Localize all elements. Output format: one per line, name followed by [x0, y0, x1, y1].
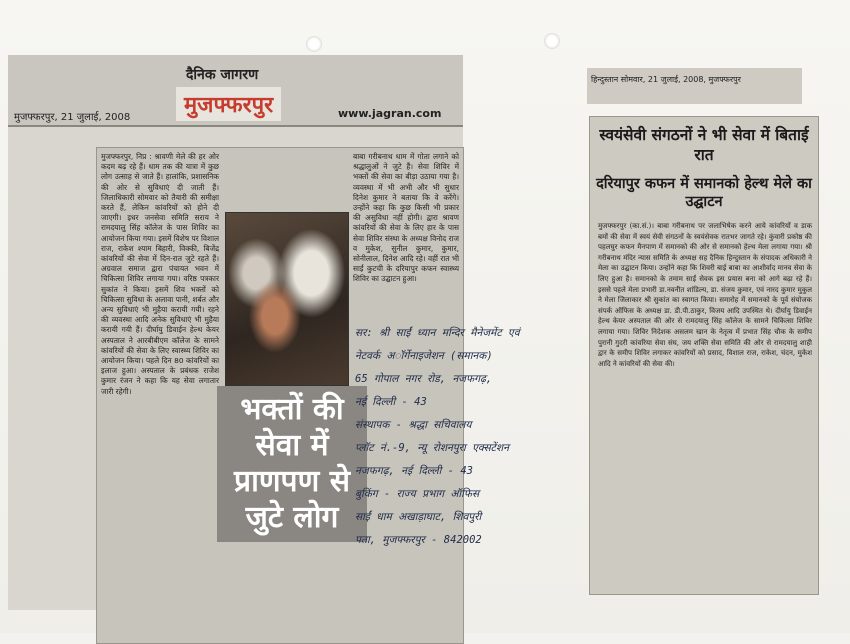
- address-line: नजफगढ़, नई दिल्ली - 43: [355, 465, 473, 477]
- article-headline: स्वयंसेवी संगठनों ने भी सेवा में बिताई रात: [599, 126, 809, 164]
- city-banner: मुजफ्फरपुर: [176, 87, 281, 121]
- dateline: मुजफ्फरपुर, 21 जुलाई, 2008: [14, 112, 131, 123]
- dateline-strip: हिन्दुस्तान सोमवार, 21 जुलाई, 2008, मुजफ्फरपुर: [587, 68, 802, 104]
- address-line: बुकिंग - राज्य प्रभाग ऑफिस: [355, 488, 480, 500]
- address-line: संस्थापक - श्रद्धा सचिवालय: [355, 419, 472, 431]
- article-body: मुजफ्फरपुर (का.सं.)। बाबा गरीबनाथ पर जलाभिषेक करने आये कांवरियों व डाक बमों की सेवा में स्वयं सेवी संगठनों के स्वयंसेवक रातभर जागते रहे। कुंवारी प्रकोष्ठ की पहलघुर कफन मैनपाण में समानको की ओर से समानको हेल्थ मेला लगाया गया। श्री गरीबनाथ मंदिर न्यास समिति के अध्यक्ष सह दैनिक हिन्दुस्तान के संपादक अधिकारी ने मेला का उद्घाटन किया। उन्होंने कहा कि शिवरी बाई बाबा का आशीर्वाद मानव सेवा के लिए हुआ है। समानको के तमाम साईं सेवक इस प्रयास बना को आगे बढ़ा रहे हैं। इससे पहले मेला प्रभारी डा.नवनीत शांडिल्य, डा. संजय कुमार, एवं नारद कुमार मुकुल ने मेला जिलाकार श्री सुकांत का स्वागत किया। समारोह में समानको के पूर्व संयोजक संपर्क ऑफिस के अध्यक्ष डा. डी.पी.ठाकुर, विजय आदि उपस्थित थे। दीर्घायु डिवाईन हेल्थ केयर अस्पताल की ओर से रामदयालु सिंह कॉलेज के सामने चिकित्सा शिविर लगाया गया। शिविर निदेशक असलम खान के नेतृत्व में प्रभात सिंह चौक के समीप पुरानी गुदरी कांवरिया सेवा संघ, जय शक्ति सेवा समिति की ओर से रामदयालु शाही द्वार के समीप शिविर लगाकर कांवरियों को प्रसाद, विशाल राज, राकेश, चंदन, मुकेश आदि ने कांवरियों की सेवा की।: [598, 222, 812, 368]
- address-line: साईं धाम अखाड़ाघाट, शिवपुरी: [355, 511, 482, 523]
- website: www.jagran.com: [338, 107, 442, 120]
- punch-hole-right: [544, 33, 560, 49]
- paper-name: दैनिक जागरण: [186, 67, 259, 83]
- masthead: [8, 55, 463, 127]
- hindustan-clipping: [587, 68, 842, 593]
- address-line: सर: श्री साईं ध्यान मन्दिर मैनेजमेंट एवं: [355, 327, 520, 339]
- address-line: नई दिल्ली - 43: [355, 396, 427, 408]
- handwritten-address: [355, 322, 595, 592]
- address-line: पता, मुजफ्फरपुर - 842002: [355, 534, 482, 546]
- address-line: प्लॉट नं.-9, न्यू रोशनपुरा एक्सटेंशन: [355, 442, 509, 454]
- punch-hole-left: [306, 36, 322, 52]
- article-headline: भक्तों की सेवा में प्राणपण से जुटे लोग: [217, 386, 367, 542]
- article-column-2: बाबा गरीबनाथ धाम में गोता लगाने को श्रद्धालुओं ने जुटे हैं। सेवा शिविर में भक्तों की सेवा का बीड़ा उठाया गया है। व्यवस्था में भी अभी और भी सुधार दिनेश कुमार ने बताया कि वे करेंगे। उन्होंने कहा कि कुछ किसी भी प्रकार की असुविधा नहीं होगी। द्वारा श्रावण कांवरियों की सेवा के लिए हार के पास सेवा शिविर संस्था के अध्यक्ष विनोद राज व मुकेश, सुनील कुमार, कुमार, सोनीलाल, दिनेश आदि रहे। वहीं रात भी साईं कुटची के दरियापुर कफन स्वास्थ्य शिविर का उद्घाटन हुआ।: [353, 152, 459, 284]
- address-line: 65 गोपाल नगर रोड, नजफगढ़,: [355, 373, 493, 385]
- article-subheadline: दरियापुर कफन में समानको हेल्थ मेले का उद्घाटन: [596, 176, 812, 210]
- address-line: नेटवर्क अॉर्गेनाइजेशन (समानक): [355, 350, 493, 362]
- devotees-photo: [225, 212, 349, 386]
- news-article: [589, 116, 819, 595]
- article-column-1: मुजफ्फरपुर, निप्र : श्रावणी मेले की हर ओर कदम बढ़ रहे हैं। धाम तक की यात्रा में कुछ लोग उत्साह से जाते हैं। हालांकि, प्रशासनिक की ओर से सुविधाएं दी जाती हैं। जिलाधिकारी सोमवार को तैयारी की समीक्षा करते हैं, लेकिन कांवरियों को होने दी जाएगी। इधर जनसेवा समिति सराय ने रामदयालु सिंह कॉलेज के पास शिविर का आयोजन किया गया। इसमें विशेष पर विशाल राज, राकेश श्याम बिहारी, विक्की, बिजेंद्र कांवरियों की सेवा में दिन-रात जुटे रहते हैं। अग्रवाल समाज द्वारा पंचायत भवन में चिकित्सा शिविर लगाया गया। वरिष्ठ पत्रकार सुकांत ने किया। इसमें शिव भक्तों को चिकित्सा सुविधा के अलावा पानी, शर्बत और अन्य सुविधाएं भी मुहैया करायी गयी। रहने की व्यवस्था आदि अनेक सुविधाएं भी मुहैया करायी गयी हैं। दीर्घायु डिवाईन हेल्थ केयर अस्पताल ने आरबीबीएम कॉलेज के सामने कांवरियों की सेवा के लिए स्वास्थ्य शिविर का आयोजन किया। पहले दिन 80 कांवरियों का इलाज हुआ। अस्पताल के प्रबंधक राजेश कुमार रंजन ने कहा कि यह सेवा लगातार जारी रहेगी।: [101, 152, 219, 396]
